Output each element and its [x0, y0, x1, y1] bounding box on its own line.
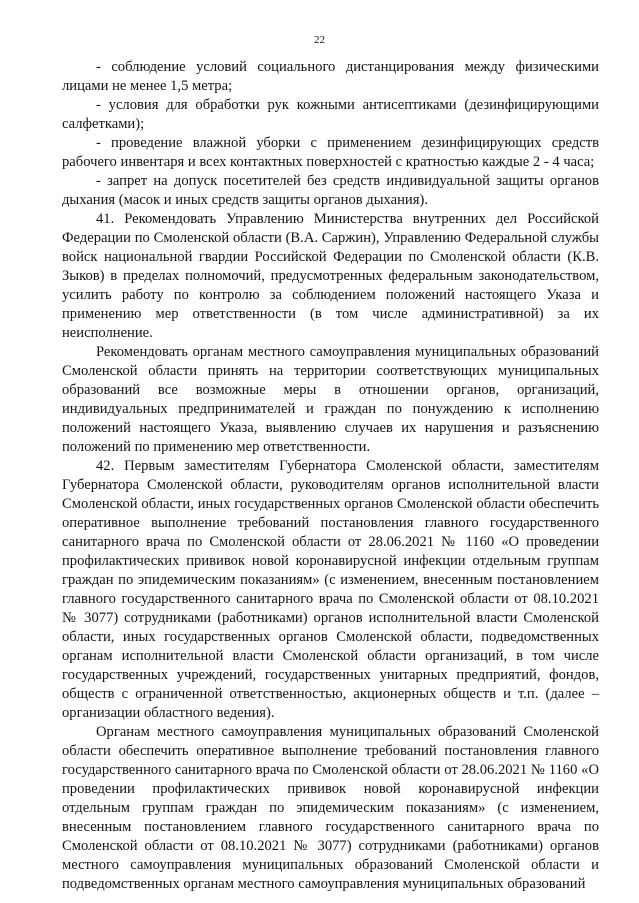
- bullet-mask-requirement: - запрет на допуск посетителей без средств индивидуальной защиты органов дыхания (масок и иных средств защиты органов дыхания).: [62, 173, 599, 208]
- clause-42: 42. Первым заместителям Губернатора Смоленской области, заместителям Губернатора Смоленской области, руководителям органов исполнительной власти Смоленской области, иных государственных органов Смоленской области обеспечить оперативное выполнение требований постановления главного государственного санитарного врача по Смоленской области от 28.06.2021 № 1160 «О проведении профилактических прививок новой коронавирусной инфекции отдельным группам граждан по эпидемическим показаниям» (с изменением, внесенным постановлением главного государственного санитарного врача по Смоленской области от 08.10.2021 № 3077) сотрудниками (работниками) органов исполнительной власти Смоленской области, иных государственных органов Смоленской области, подведомственных органам исполнительной власти Смоленской области организаций, в том числе государственных учреждений, государственных унитарных предприятий, фондов, обществ с ограниченной ответственностью, акционерных обществ и т.п. (далее – организации областного ведения).: [62, 458, 599, 721]
- clause-41-municipal-recommendation: Рекомендовать органам местного самоуправления муниципальных образований Смоленской области принять на территории соответствующих муниципальных образований все возможные меры в отношении органов, организаций, индивидуальных предпринимателей и граждан по понуждению к исполнению положений настоящего Указа, выявлению случаев их нарушения и разъяснению положений по применению мер ответственности.: [62, 344, 599, 455]
- document-body: [62, 58, 599, 894]
- bullet-wet-cleaning: - проведение влажной уборки с применением дезинфицирующих средств рабочего инвентаря и всех контактных поверхностей с кратностью каждые 2 - 4 часа;: [62, 135, 599, 170]
- bullet-hand-sanitizing: - условия для обработки рук кожными антисептиками (дезинфицирующими салфетками);: [62, 97, 599, 132]
- clause-41: 41. Рекомендовать Управлению Министерства внутренних дел Российской Федерации по Смоленской области (В.А. Саржин), Управлению Федеральной службы войск национальной гвардии Российской Федерации по Смоленской области (К.В. Зыков) в пределах полномочий, предусмотренных федеральным законодательством, усилить работу по контролю за соблюдением положений настоящего Указа и применению мер ответственности (в том числе административной) за их неисполнение.: [62, 211, 599, 341]
- clause-42-municipal-bodies: Органам местного самоуправления муниципальных образований Смоленской области обеспечить оперативное выполнение требований постановления главного государственного санитарного врача по Смоленской области от 28.06.2021 № 1160 «О проведении профилактических прививок новой коронавирусной инфекции отдельным группам граждан по эпидемическим показаниям» (с изменением, внесенным постановлением главного государственного санитарного врача по Смоленской области от 08.10.2021 № 3077) сотрудниками (работниками) органов местного самоуправления муниципальных образований Смоленской области и подведомственных органам местного самоуправления муниципальных образований: [62, 724, 599, 892]
- page-number: 22: [314, 34, 325, 46]
- bullet-social-distancing: - соблюдение условий социального дистанцирования между физическими лицами не менее 1,5 метра;: [62, 59, 599, 94]
